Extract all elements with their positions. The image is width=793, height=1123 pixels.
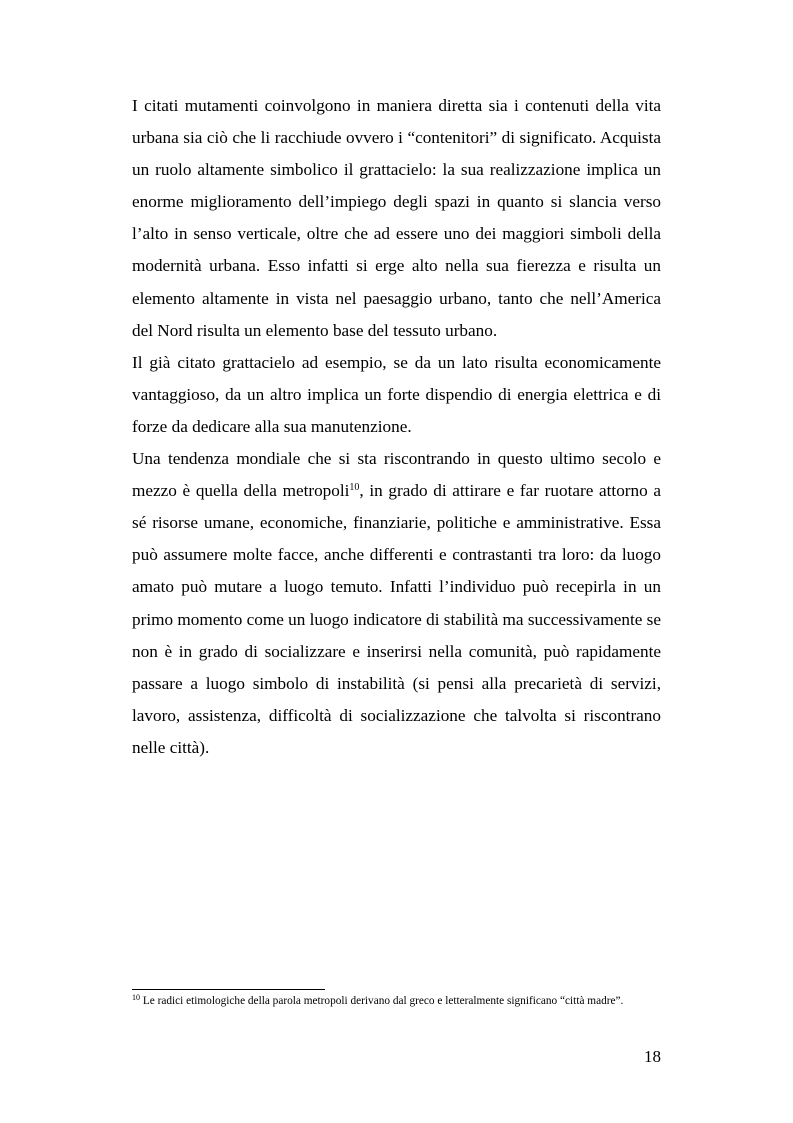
footnote <box>132 994 661 1009</box>
footnote-text: Le radici etimologiche della parola metropoli derivano dal greco e letteralmente significano “città madre”. <box>140 995 624 1007</box>
paragraph-2: Il già citato grattacielo ad esempio, se da un lato risulta economicamente vantaggioso, da un altro implica un forte dispendio di energia elettrica e di forze da dedicare alla sua manutenzione. <box>132 352 661 436</box>
footnote-number: 10 <box>132 993 140 1002</box>
paragraph-1: I citati mutamenti coinvolgono in maniera diretta sia i contenuti della vita urbana sia ciò che li racchiude ovvero i “contenitori” di significato. Acquista un ruolo altamente simbolico il grattacielo: la sua realizzazione implica un enorme miglioramento dell’impiego degli spazi in quanto si slancia verso l’alto in senso verticale, oltre che ad essere uno dei maggiori simboli della modernità urbana. Esso infatti si erge alto nella sua fierezza e risulta un elemento altamente in vista nel paesaggio urbano, tanto che nell’America del Nord risulta un elemento base del tessuto urbano. <box>132 96 661 340</box>
paragraph-3-start: Una tendenza mondiale che si sta riscontrando in questo ultimo secolo e mezzo è quella della metropoli <box>132 449 661 501</box>
page-number: 18 <box>644 1047 661 1066</box>
paragraph-3 <box>132 443 661 764</box>
body-text <box>132 90 661 764</box>
footnote-separator <box>132 989 325 990</box>
paragraph-3-end: , in grado di attirare e far ruotare attorno a sé risorse umane, economiche, finanziarie, politiche e amministrative. Essa può assumere molte facce, anche differenti e contrastanti tra loro: da luogo amato può mutare a luogo temuto. Infatti l’individuo può recepirla in un primo momento come un luogo indicatore di stabilità ma successivamente se non è in grado di socializzare e inserirsi nella comunità, può rapidamente passare a luogo simbolo di instabilità (si pensi alla precarietà di servizi, lavoro, assistenza, difficoltà di socializzazione che talvolta si riscontrano nelle città). <box>132 481 661 757</box>
footnote-reference[interactable]: 10 <box>349 482 360 494</box>
